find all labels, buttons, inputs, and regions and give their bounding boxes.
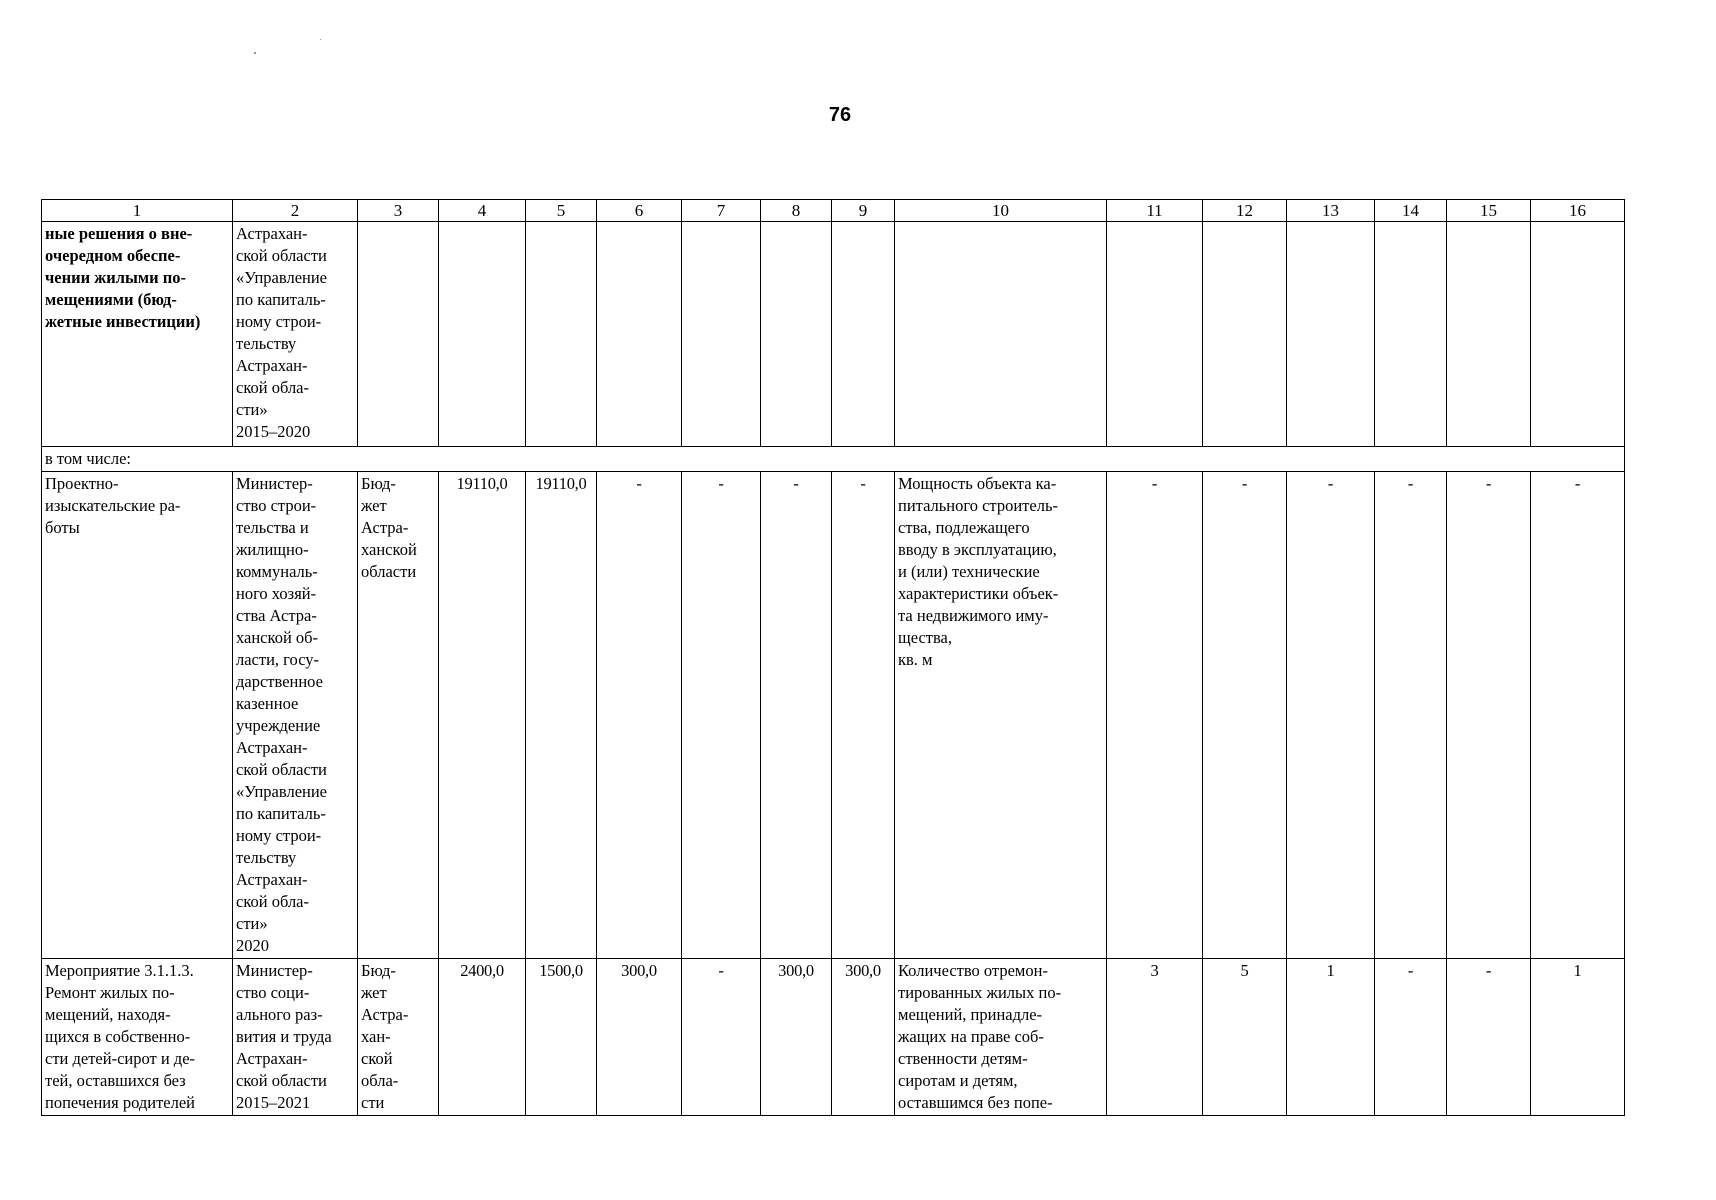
col-header: 15 [1447, 200, 1531, 222]
event-name-cell: ные решения о вне- очередном обеспе- чении жилыми по- мещениями (бюд- жетные инвестиции) [42, 222, 233, 447]
value-cell: - [1531, 472, 1625, 959]
value-cell [1287, 222, 1375, 447]
value-cell: 1500,0 [526, 959, 597, 1116]
col-header: 12 [1203, 200, 1287, 222]
value-cell: - [1287, 472, 1375, 959]
value-cell: - [1447, 472, 1531, 959]
source-cell [358, 222, 439, 447]
section-row [42, 447, 1625, 472]
value-cell [1107, 222, 1203, 447]
table-row [42, 222, 1625, 447]
value-cell [1203, 222, 1287, 447]
value-cell: 5 [1203, 959, 1287, 1116]
value-cell [1447, 222, 1531, 447]
scan-speck [254, 52, 256, 54]
page-number: 76 [828, 104, 852, 126]
scan-speck [320, 39, 321, 40]
col-header: 5 [526, 200, 597, 222]
value-cell: 1 [1287, 959, 1375, 1116]
value-cell: 300,0 [761, 959, 832, 1116]
value-cell: 19110,0 [526, 472, 597, 959]
value-cell: 1 [1531, 959, 1625, 1116]
col-header: 3 [358, 200, 439, 222]
value-cell: - [1203, 472, 1287, 959]
value-cell [526, 222, 597, 447]
value-cell: - [1375, 472, 1447, 959]
col-header: 14 [1375, 200, 1447, 222]
col-header: 2 [233, 200, 358, 222]
value-cell [761, 222, 832, 447]
value-cell [1375, 222, 1447, 447]
value-cell: 300,0 [597, 959, 682, 1116]
col-header: 10 [895, 200, 1107, 222]
col-header: 13 [1287, 200, 1375, 222]
col-header: 1 [42, 200, 233, 222]
data-table [41, 199, 1625, 1116]
executor-cell: Астрахан- ской области «Управление по капиталь- ному строи- тельству Астрахан- ской обла- сти» 2015–2020 [233, 222, 358, 447]
executor-cell: Министер- ство соци- ального раз- вития и труда Астрахан- ской области 2015–2021 [233, 959, 358, 1116]
value-cell [597, 222, 682, 447]
value-cell: 3 [1107, 959, 1203, 1116]
event-name-cell: Проектно- изыскательские ра- боты [42, 472, 233, 959]
value-cell: - [682, 959, 761, 1116]
value-cell: 19110,0 [439, 472, 526, 959]
value-cell [1531, 222, 1625, 447]
value-cell: - [1447, 959, 1531, 1116]
value-cell: - [682, 472, 761, 959]
source-cell: Бюд- жет Астра- хан- ской обла- сти [358, 959, 439, 1116]
value-cell: - [832, 472, 895, 959]
indicator-cell: Количество отремон- тированных жилых по- мещений, принадле- жащих на праве соб- ственности детям- сиротам и детям, оставшимся без попе- [895, 959, 1107, 1116]
section-label: в том числе: [42, 447, 1625, 472]
col-header: 7 [682, 200, 761, 222]
value-cell: - [1375, 959, 1447, 1116]
col-header: 16 [1531, 200, 1625, 222]
col-header: 6 [597, 200, 682, 222]
col-header: 8 [761, 200, 832, 222]
source-cell: Бюд- жет Астра- ханской области [358, 472, 439, 959]
col-header: 11 [1107, 200, 1203, 222]
event-name-cell: Мероприятие 3.1.1.3. Ремонт жилых по- мещений, находя- щихся в собственно- сти детей-сирот и де- тей, оставшихся без попечения родителей [42, 959, 233, 1116]
col-header: 4 [439, 200, 526, 222]
value-cell [439, 222, 526, 447]
value-cell [682, 222, 761, 447]
value-cell: 300,0 [832, 959, 895, 1116]
table-row [42, 959, 1625, 1116]
value-cell: - [761, 472, 832, 959]
value-cell: 2400,0 [439, 959, 526, 1116]
col-header: 9 [832, 200, 895, 222]
value-cell [832, 222, 895, 447]
header-row [42, 200, 1625, 222]
indicator-cell [895, 222, 1107, 447]
indicator-cell: Мощность объекта ка- питального строитель- ства, подлежащего вводу в эксплуатацию, и (или) технические характеристики объек- та недвижимого иму- щества, кв. м [895, 472, 1107, 959]
value-cell: - [1107, 472, 1203, 959]
value-cell: - [597, 472, 682, 959]
executor-cell: Министер- ство строи- тельства и жилищно- коммуналь- ного хозяй- ства Астра- ханской об- ласти, госу- дарственное казенное учреждение Астрахан- ской области «Управление по капиталь- ному строи- тельству Астрахан- ской обла- сти» 2020 [233, 472, 358, 959]
table-row [42, 472, 1625, 959]
